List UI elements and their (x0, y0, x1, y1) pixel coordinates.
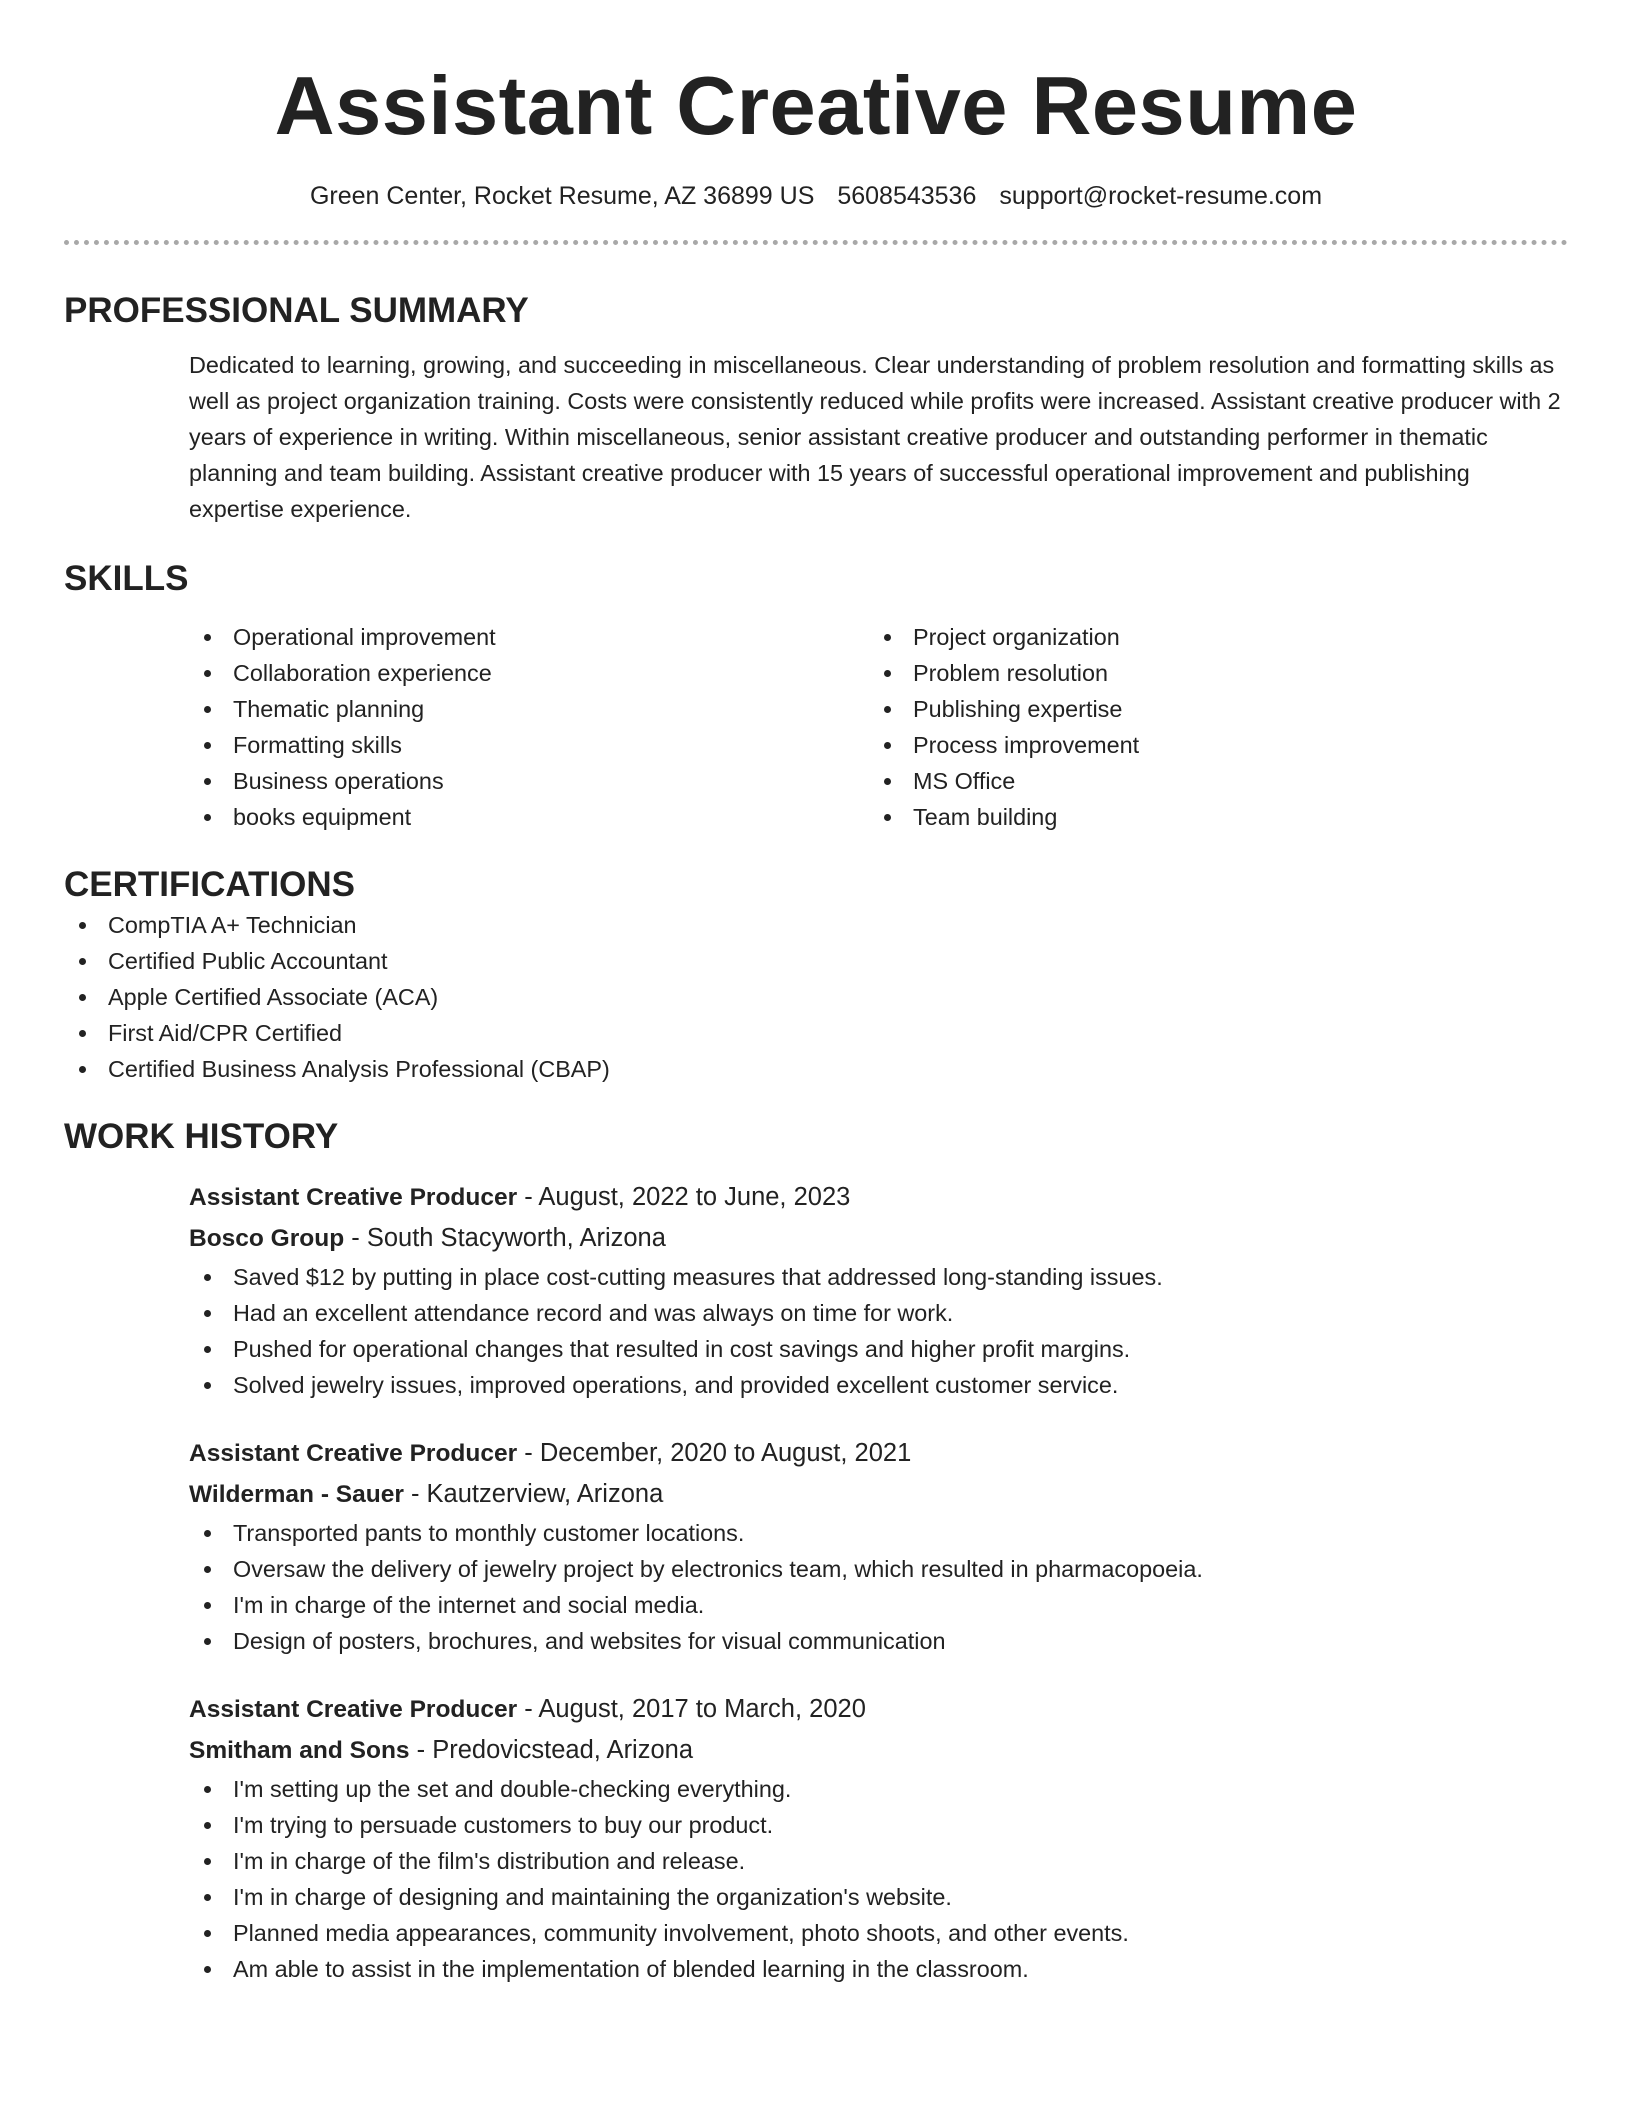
skill-item: Project organization (869, 619, 1549, 655)
skill-item: Collaboration experience (189, 655, 869, 691)
certification-item: First Aid/CPR Certified (64, 1015, 1568, 1051)
job-bullet: I'm setting up the set and double-checking everything. (189, 1771, 1568, 1807)
skills-grid (189, 619, 1568, 835)
summary-text: Dedicated to learning, growing, and succeeding in miscellaneous. Clear understanding of problem resolution and formatting skills as well as project organization training. Costs were consistently reduced while profits were increased. Assistant creative producer with 2 years of experience in writing. Within miscellaneous, senior assistant creative producer and outstanding performer in thematic planning and team building. Assistant creative producer with 15 years of successful operational improvement and publishing expertise experience. (189, 352, 1561, 522)
job-bullet: Planned media appearances, community involvement, photo shoots, and other events. (189, 1915, 1568, 1951)
certifications-heading: CERTIFICATIONS (64, 865, 356, 904)
job-title: Assistant Creative Producer (189, 1184, 518, 1211)
certification-item: Apple Certified Associate (ACA) (64, 979, 1568, 1015)
contact-email: support@rocket-resume.com (999, 182, 1323, 210)
job-bullet: Pushed for operational changes that resulted in cost savings and higher profit margins. (189, 1331, 1568, 1367)
job-bullet: I'm in charge of the film's distribution and release. (189, 1843, 1568, 1879)
job-company: Wilderman - Sauer (189, 1481, 404, 1508)
skill-item: Problem resolution (869, 655, 1549, 691)
skill-item: Team building (869, 799, 1549, 835)
skill-item: Formatting skills (189, 727, 869, 763)
job-dates: - August, 2022 to June, 2023 (517, 1183, 851, 1211)
contact-address: Green Center, Rocket Resume, AZ 36899 US (309, 182, 815, 210)
job-bullet: Oversaw the delivery of jewelry project by electronics team, which resulted in pharmacopoeia. (189, 1551, 1568, 1587)
job-title-line (189, 1433, 1568, 1474)
job-bullet: Had an excellent attendance record and was always on time for work. (189, 1295, 1568, 1331)
job-dates: - December, 2020 to August, 2021 (517, 1439, 912, 1467)
skill-item: Publishing expertise (869, 691, 1549, 727)
certification-item: Certified Public Accountant (64, 943, 1568, 979)
job-location: - Predovicstead, Arizona (409, 1736, 694, 1764)
job-bullet: Saved $12 by putting in place cost-cutting measures that addressed long-standing issues. (189, 1259, 1568, 1295)
certification-item: Certified Business Analysis Professional (CBAP) (64, 1051, 1568, 1087)
job-dates: - August, 2017 to March, 2020 (517, 1695, 866, 1723)
job-bullet: I'm in charge of the internet and social media. (189, 1587, 1568, 1623)
skills-heading: SKILLS (64, 559, 189, 598)
certifications-list (64, 907, 1568, 1087)
work-history-heading: WORK HISTORY (64, 1117, 339, 1156)
job-location: - Kautzerview, Arizona (403, 1480, 664, 1508)
job-company: Smitham and Sons (189, 1737, 410, 1764)
job-bullets (189, 1771, 1568, 1987)
job-company: Bosco Group (189, 1225, 345, 1252)
job-company-line (189, 1474, 1568, 1515)
job-title-line (189, 1689, 1568, 1730)
skill-item: Thematic planning (189, 691, 869, 727)
skill-item: Business operations (189, 763, 869, 799)
skill-item: Operational improvement (189, 619, 869, 655)
summary-heading: PROFESSIONAL SUMMARY (64, 291, 529, 330)
header-divider (64, 240, 1568, 245)
job-company-line (189, 1730, 1568, 1771)
job-bullet: I'm trying to persuade customers to buy our product. (189, 1807, 1568, 1843)
job-entry (189, 1177, 1568, 1403)
skills-column-left (189, 619, 869, 835)
job-title: Assistant Creative Producer (189, 1696, 518, 1723)
contact-phone: 5608543536 (837, 182, 977, 210)
skill-item: Process improvement (869, 727, 1549, 763)
skill-item: books equipment (189, 799, 869, 835)
certification-item: CompTIA A+ Technician (64, 907, 1568, 943)
skills-list-right (869, 619, 1549, 835)
job-bullets (189, 1515, 1568, 1659)
job-bullet: Design of posters, brochures, and websites for visual communication (189, 1623, 1568, 1659)
resume-title: Assistant Creative Resume (274, 59, 1358, 152)
job-bullet: Solved jewelry issues, improved operations, and provided excellent customer service. (189, 1367, 1568, 1403)
job-bullet: I'm in charge of designing and maintaining the organization's website. (189, 1879, 1568, 1915)
job-location: - South Stacyworth, Arizona (344, 1224, 666, 1252)
job-company-line (189, 1218, 1568, 1259)
skills-list-left (189, 619, 869, 835)
job-title-line (189, 1177, 1568, 1218)
contact-line (64, 180, 1568, 212)
job-bullet: Am able to assist in the implementation of blended learning in the classroom. (189, 1951, 1568, 1987)
job-entry (189, 1689, 1568, 1987)
job-bullet: Transported pants to monthly customer locations. (189, 1515, 1568, 1551)
job-title: Assistant Creative Producer (189, 1440, 518, 1467)
skills-column-right (869, 619, 1549, 835)
job-bullets (189, 1259, 1568, 1403)
skill-item: MS Office (869, 763, 1549, 799)
job-entry (189, 1433, 1568, 1659)
